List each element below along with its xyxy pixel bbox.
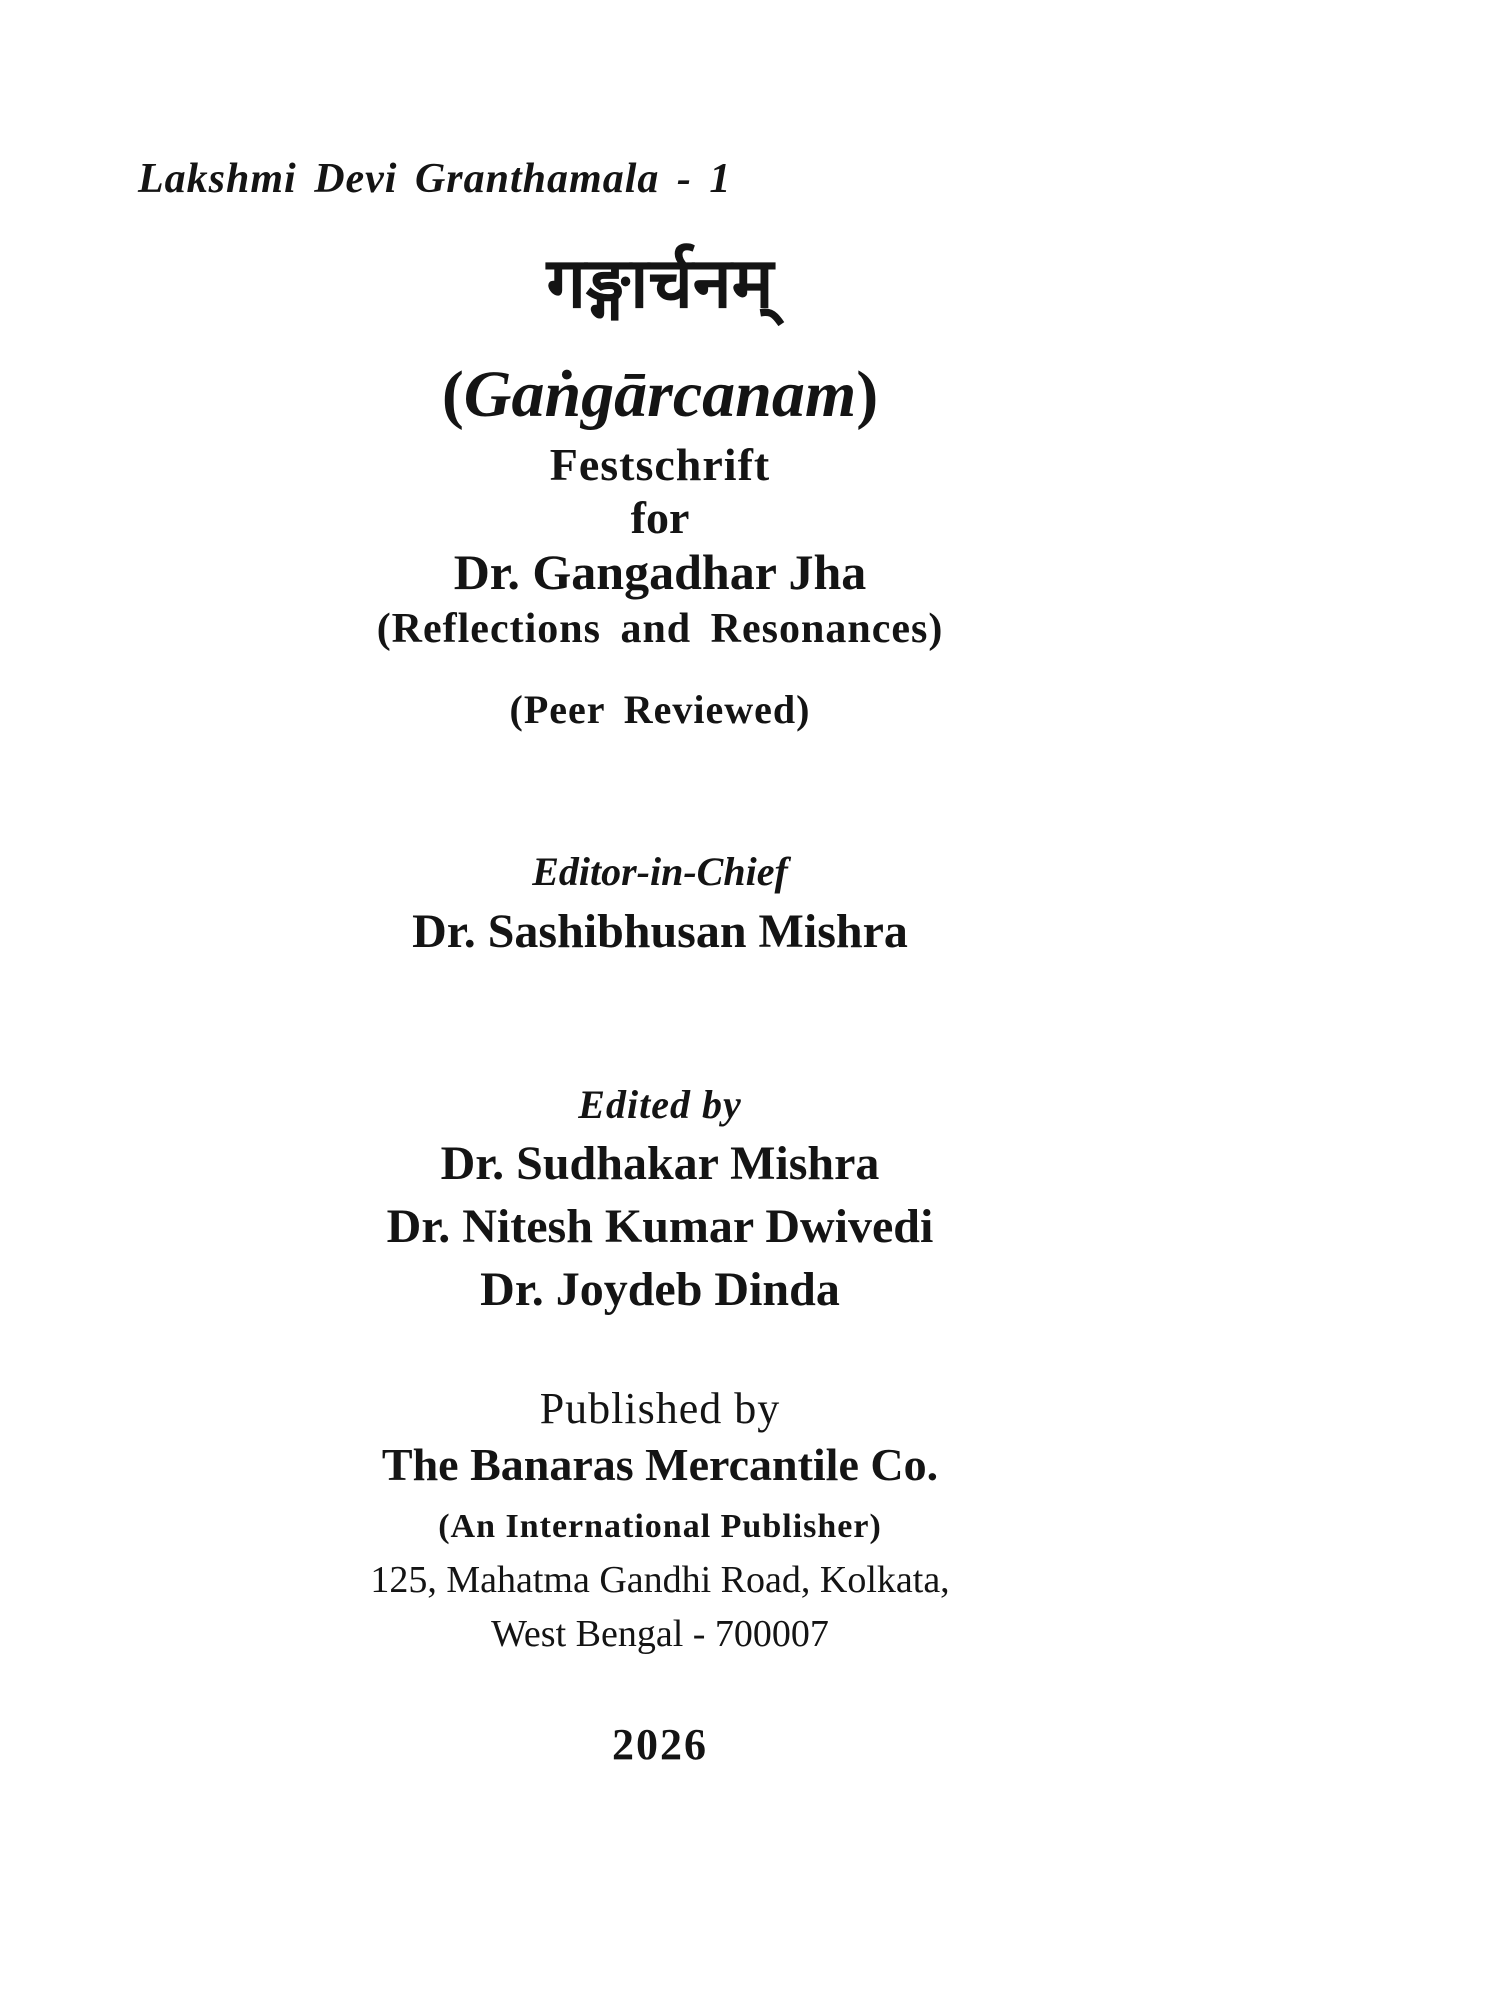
publisher-address-line-2-text: West Bengal - 700007 xyxy=(491,1613,829,1655)
subtitle-text: (Reflections and Resonances) xyxy=(376,606,944,652)
title-devanagari-text: गङ्गार्चनम् xyxy=(546,242,774,324)
publisher-tagline-text: (An International Publisher) xyxy=(438,1508,882,1545)
title-transliteration-text: Gaṅgārcanam xyxy=(463,358,857,431)
editor-name-text: Dr. Sudhakar Mishra xyxy=(440,1137,880,1190)
publication-year-text: 2026 xyxy=(612,1720,708,1769)
edited-by-label-text: Edited by xyxy=(578,1082,742,1127)
editor-name-text: Dr. Nitesh Kumar Dwivedi xyxy=(386,1200,934,1253)
editor-name-text: Dr. Joydeb Dinda xyxy=(480,1263,840,1316)
title-transliteration-wrap xyxy=(441,358,879,431)
publisher-name-text: The Banaras Mercantile Co. xyxy=(381,1439,939,1490)
editor-in-chief-name-text: Dr. Sashibhusan Mishra xyxy=(412,905,908,958)
honoree-name-text: Dr. Gangadhar Jha xyxy=(453,544,867,600)
for-label-text: for xyxy=(630,492,690,543)
series-title: Lakshmi Devi Granthamala - 1 xyxy=(138,156,732,202)
published-by-label-text: Published by xyxy=(539,1384,781,1433)
festschrift-label-text: Festschrift xyxy=(549,439,771,490)
editor-in-chief-label-text: Editor-in-Chief xyxy=(532,849,788,894)
title-close-paren: ) xyxy=(856,358,879,431)
publisher-address-line-1-text: 125, Mahatma Gandhi Road, Kolkata, xyxy=(370,1559,950,1601)
review-note-text: (Peer Reviewed) xyxy=(509,687,811,732)
title-open-paren: ( xyxy=(441,358,464,431)
